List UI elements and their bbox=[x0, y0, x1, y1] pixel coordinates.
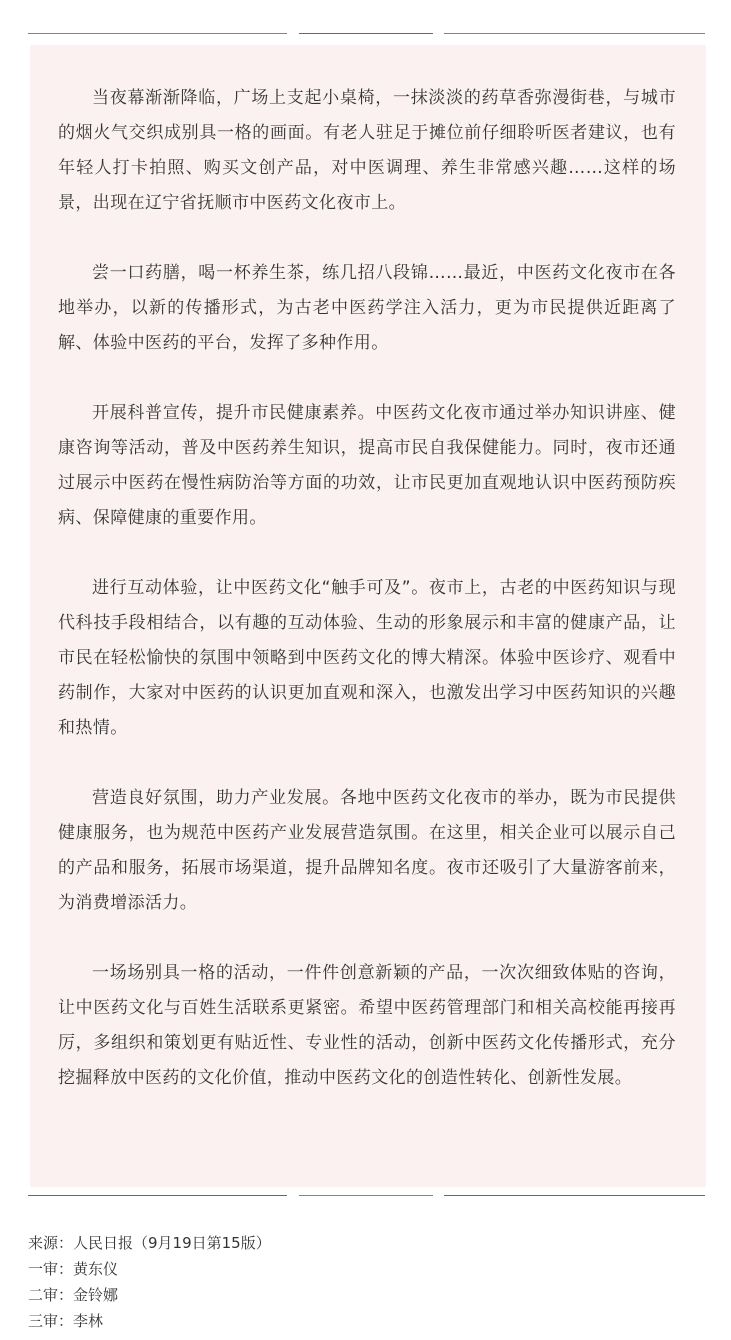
article-paragraph-4: 进行互动体验，让中医药文化“触手可及”。夜市上，古老的中医药知识与现代科技手段相结合，以有趣的互动体验、生动的形象展示和丰富的健康产品，让市民在轻松愉快的氛围中领略到中医药文化的博大精深。体验中医诊疗、观看中药制作，大家对中医药的认识更加直观和深入，也激发出学习中医药知识的兴趣和热情。 bbox=[58, 578, 676, 738]
top-divider-center bbox=[299, 33, 433, 34]
article-paragraph-3: 开展科普宣传，提升市民健康素养。中医药文化夜市通过举办知识讲座、健康咨询等活动，普及中医药养生知识，提高市民自我保健能力。同时，夜市还通过展示中医药在慢性病防治等方面的功效，让市民更加直观地认识中医药预防疾病、保障健康的重要作用。 bbox=[58, 403, 676, 528]
article-paragraph-5: 营造良好氛围，助力产业发展。各地中医药文化夜市的举办，既为市民提供健康服务，也为规范中医药产业发展营造氛围。在这里，相关企业可以展示自己的产品和服务，拓展市场渠道，提升品牌知名度。夜市还吸引了大量游客前来，为消费增添活力。 bbox=[58, 788, 676, 913]
second-review-line: 二审：金铃娜 bbox=[28, 1286, 119, 1304]
top-divider-right bbox=[444, 33, 705, 34]
third-review-line: 三审：李林 bbox=[28, 1312, 104, 1330]
bottom-divider-left bbox=[28, 1195, 287, 1196]
bottom-divider-right bbox=[444, 1195, 705, 1196]
article-footer bbox=[28, 1230, 708, 1334]
source-line: 来源：人民日报（9月19日第15版） bbox=[28, 1234, 271, 1252]
bottom-divider-center bbox=[299, 1195, 433, 1196]
article-content-box bbox=[30, 45, 706, 1187]
article-paragraph-6: 一场场别具一格的活动，一件件创意新颖的产品，一次次细致体贴的咨询，让中医药文化与百姓生活联系更紧密。希望中医药管理部门和相关高校能再接再厉，多组织和策划更有贴近性、专业性的活动，创新中医药文化传播形式，充分挖掘释放中医药的文化价值，推动中医药文化的创造性转化、创新性发展。 bbox=[58, 963, 676, 1088]
article-paragraph-1: 当夜幕渐渐降临，广场上支起小桌椅，一抹淡淡的药草香弥漫街巷，与城市的烟火气交织成别具一格的画面。有老人驻足于摊位前仔细聆听医者建议，也有年轻人打卡拍照、购买文创产品，对中医调理、养生非常感兴趣……这样的场景，出现在辽宁省抚顺市中医药文化夜市上。 bbox=[58, 88, 676, 213]
first-review-line: 一审：黄东仪 bbox=[28, 1260, 119, 1278]
top-divider-left bbox=[28, 33, 287, 34]
article-paragraph-2: 尝一口药膳，喝一杯养生茶，练几招八段锦……最近，中医药文化夜市在各地举办，以新的传播形式，为古老中医药学注入活力，更为市民提供近距离了解、体验中医药的平台，发挥了多种作用。 bbox=[58, 263, 676, 353]
